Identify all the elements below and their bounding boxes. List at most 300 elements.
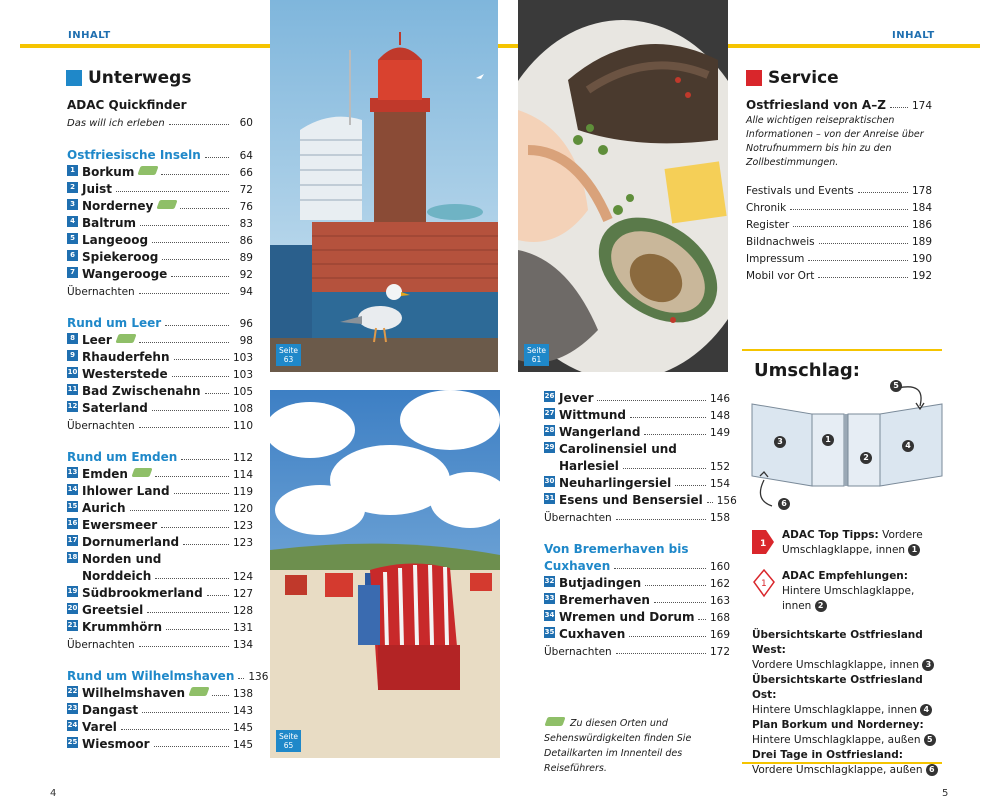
toc-row[interactable] [67, 196, 253, 213]
toc-row[interactable] [67, 617, 253, 634]
toc-row[interactable] [67, 583, 253, 600]
toc-label: Esens und Bensersiel [559, 493, 703, 507]
toc-row[interactable] [544, 405, 730, 422]
toc-label: Westerstede [82, 367, 168, 381]
toc-number-badge: 12 [67, 402, 78, 410]
legend-text: Hintere Umschlagklappe, innen [752, 704, 917, 716]
leader-dots [698, 619, 705, 620]
leader-dots [890, 107, 908, 108]
toc-label: Bad Zwischenahn [82, 384, 201, 398]
leader-dots [147, 612, 229, 613]
toc-row[interactable] [67, 264, 253, 281]
legend-map-row[interactable] [752, 628, 942, 673]
toc-number-badge: 5 [67, 233, 78, 244]
toc-label: Aurich [82, 501, 126, 515]
toc-group-row[interactable] [67, 313, 253, 330]
leader-dots [152, 242, 229, 243]
header-label-right: INHALT [892, 30, 935, 41]
toc-page: 123 [232, 520, 253, 532]
toc-row[interactable] [67, 481, 253, 498]
toc-label: Übernachten [67, 286, 135, 298]
toc-page: 154 [709, 478, 730, 490]
toc-page: 83 [239, 218, 253, 230]
toc-label: Borkum [82, 165, 135, 179]
toc-row-overnight[interactable] [544, 641, 730, 658]
toc-page: 98 [239, 335, 253, 347]
leader-dots [212, 695, 229, 696]
leader-dots [207, 595, 229, 596]
toc-group-row[interactable] [67, 447, 253, 464]
toc-number-badge: 11 [67, 385, 78, 393]
top-tip-badge-icon [752, 528, 776, 560]
toc-page: 192 [911, 270, 932, 282]
photo-page-badge [276, 730, 301, 752]
toc-label: Wremen und Dorum [559, 610, 695, 624]
section-title-unterwegs [66, 68, 191, 88]
service-label: Bildnachweis [746, 236, 815, 248]
toc-page: 149 [709, 427, 730, 439]
legend-num: 4 [920, 704, 932, 716]
toc-page: 103 [232, 369, 253, 381]
toc-row-quickfinder-sub[interactable] [67, 112, 253, 129]
toc-row[interactable] [67, 179, 253, 196]
toc-row[interactable] [67, 600, 253, 617]
page-number-right: 5 [942, 788, 949, 799]
umschlag-rule-bottom [742, 762, 942, 764]
leader-dots [597, 400, 705, 401]
toc-page: 128 [232, 605, 253, 617]
toc-row-overnight[interactable] [67, 415, 253, 432]
toc-page: 123 [232, 537, 253, 549]
diagram-num-1: 1 [822, 434, 834, 446]
toc-label: Emden [82, 467, 128, 481]
legend-map-row[interactable] [752, 718, 942, 748]
service-row[interactable] [746, 197, 932, 214]
toc-label: ADAC Quickfinder [67, 98, 187, 112]
toc-number-badge: 17 [67, 536, 78, 544]
toc-label: Übernachten [544, 512, 612, 524]
toc-row[interactable] [544, 439, 730, 456]
toc-page: 76 [239, 201, 253, 213]
map-note [544, 716, 734, 776]
leader-dots [155, 476, 229, 477]
toc-row[interactable] [67, 364, 253, 381]
service-head-row[interactable] [746, 98, 932, 112]
toc-group-row[interactable] [67, 666, 269, 683]
toc-number-badge: 10 [67, 368, 78, 376]
leader-dots [139, 342, 229, 343]
toc-number-badge: 2 [67, 182, 78, 193]
legend-num: 2 [815, 600, 827, 612]
toc-label: Übernachten [67, 639, 135, 651]
toc-page: 162 [709, 578, 730, 590]
toc-label: Carolinensiel und [559, 442, 677, 456]
toc-page: 96 [239, 318, 253, 330]
toc-row[interactable] [544, 624, 730, 641]
toc-label: Greetsiel [82, 603, 144, 617]
toc-number-badge: 14 [67, 485, 78, 493]
leader-dots [165, 325, 229, 326]
toc-row-overnight[interactable] [67, 634, 253, 651]
toc-number-badge: 30 [544, 477, 555, 485]
toc-group-row-cont[interactable] [544, 556, 730, 573]
service-row[interactable] [746, 231, 932, 248]
toc-page: 105 [232, 386, 253, 398]
toc-label: Bremerhaven [559, 593, 650, 607]
toc-middle [544, 388, 737, 658]
toc-row[interactable] [67, 532, 253, 549]
toc-page: 89 [239, 252, 253, 264]
legend-empfehlungen [782, 569, 942, 614]
legend-bold: ADAC Top Tipps: [782, 529, 879, 541]
toc-number-badge: 3 [67, 199, 78, 210]
service-label: Impressum [746, 253, 805, 265]
toc-page: 108 [232, 403, 253, 415]
service-label: Festivals und Events [746, 185, 854, 197]
service-head-label: Ostfriesland von A–Z [746, 98, 886, 112]
photo-page-badge [276, 344, 301, 366]
leader-dots [174, 359, 229, 360]
toc-row[interactable] [544, 388, 730, 405]
legend-bold: Drei Tage in Ostfriesland: [752, 749, 903, 761]
section-title-text: Service [768, 68, 839, 88]
toc-page: 120 [232, 503, 253, 515]
toc-page: 178 [911, 185, 932, 197]
leader-dots [654, 602, 706, 603]
leader-dots [174, 493, 229, 494]
header-rule-mid [498, 44, 518, 48]
service-row[interactable] [746, 265, 932, 282]
leader-dots [238, 678, 244, 679]
photo-lighthouse [270, 0, 498, 372]
service-label: Chronik [746, 202, 787, 214]
legend-num: 1 [908, 544, 920, 556]
toc-group-label: Rund um Wilhelmshaven [67, 669, 235, 683]
legend-text: Vordere Umschlagklappe, außen [752, 764, 923, 776]
leader-dots [818, 277, 908, 278]
toc-page: 127 [232, 588, 253, 600]
toc-page: 190 [911, 253, 932, 265]
toc-row[interactable] [67, 381, 253, 398]
legend-num: 6 [926, 764, 938, 776]
toc-label: Das will ich erleben [67, 118, 165, 129]
diagram-num-6: 6 [778, 498, 790, 510]
toc-label: Dangast [82, 703, 139, 717]
toc-row-cont[interactable] [544, 456, 730, 473]
toc-row[interactable] [544, 473, 730, 490]
service-list [746, 98, 932, 282]
toc-row[interactable] [544, 590, 730, 607]
toc-group-label: Ostfriesische Inseln [67, 148, 201, 162]
toc-row[interactable] [67, 464, 253, 481]
toc-label: Dornumerland [82, 535, 180, 549]
leader-dots [166, 629, 229, 630]
service-row[interactable] [746, 180, 932, 197]
toc-number-badge: 34 [544, 611, 555, 619]
leader-dots [616, 519, 706, 520]
leader-dots [140, 225, 229, 226]
toc-row[interactable] [67, 734, 253, 751]
toc-page: 172 [709, 646, 730, 658]
toc-group-label: Rund um Emden [67, 450, 178, 464]
toc-number-badge: 19 [67, 587, 78, 595]
toc-page: 156 [716, 495, 737, 507]
legend-bold: ADAC Empfehlungen: [782, 570, 908, 582]
header-rule-right [728, 44, 980, 48]
toc-row[interactable] [67, 717, 253, 734]
leader-dots [180, 208, 229, 209]
leader-dots [181, 459, 229, 460]
leader-dots [645, 585, 706, 586]
leader-dots [707, 502, 713, 503]
toc-number-badge: 26 [544, 392, 555, 400]
toc-row[interactable] [67, 247, 253, 264]
toc-number-badge: 7 [67, 267, 78, 278]
service-label: Register [746, 219, 790, 231]
legend-text: Hintere Umschlagklappe, innen [782, 585, 915, 612]
leader-dots [614, 568, 706, 569]
toc-page: 160 [709, 561, 730, 573]
toc-label: Ihlower Land [82, 484, 170, 498]
toc-number-badge: 21 [67, 621, 78, 629]
toc-label: Leer [82, 333, 112, 347]
toc-number-badge: 15 [67, 502, 78, 510]
service-label: Mobil vor Ort [746, 270, 815, 282]
map-tip-icon [131, 468, 152, 477]
leader-dots [819, 243, 908, 244]
legend-text: Hintere Umschlagklappe, außen [752, 734, 921, 746]
toc-row[interactable] [67, 213, 253, 230]
leader-dots [793, 226, 908, 227]
leader-dots [161, 174, 229, 175]
toc-row[interactable] [67, 515, 253, 532]
diagram-num-2: 2 [860, 452, 872, 464]
cover-diagram [748, 376, 944, 516]
toc-page: 152 [709, 461, 730, 473]
leader-dots [858, 192, 908, 193]
toc-row[interactable] [544, 573, 730, 590]
toc-label: Harlesiel [559, 459, 619, 473]
leader-dots [629, 636, 706, 637]
map-tip-icon [138, 166, 159, 175]
toc-page: 174 [911, 100, 932, 112]
legend-maps [752, 628, 942, 778]
toc-number-badge: 9 [67, 350, 78, 361]
toc-label: Langeoog [82, 233, 149, 247]
leader-dots [154, 746, 229, 747]
leader-dots [675, 485, 706, 486]
toc-left [67, 95, 269, 751]
toc-page: 143 [232, 705, 253, 717]
toc-row[interactable] [544, 607, 730, 624]
page-number-left: 4 [50, 788, 57, 799]
leader-dots [161, 527, 229, 528]
toc-number-badge: 24 [67, 721, 78, 729]
legend-bold: Plan Borkum und Norderney: [752, 719, 924, 731]
leader-dots [630, 417, 706, 418]
leader-dots [808, 260, 908, 261]
toc-page: 112 [232, 452, 253, 464]
toc-label: Jever [559, 391, 594, 405]
section-square-icon [66, 70, 82, 86]
service-description: Alle wichtigen reisepraktischen Informationen – von der Anreise über Notrufnummern bis hin zu den Zollbestimmungen. [746, 115, 924, 168]
svg-text:1: 1 [760, 539, 767, 549]
toc-page: 134 [232, 639, 253, 651]
toc-page: 163 [709, 595, 730, 607]
toc-label: Saterland [82, 401, 148, 415]
toc-label: Cuxhaven [559, 627, 626, 641]
toc-page: 169 [709, 629, 730, 641]
toc-number-badge: 1 [67, 165, 78, 176]
toc-page: 148 [709, 410, 730, 422]
toc-number-badge: 35 [544, 628, 555, 636]
toc-group-label: Von Bremerhaven bis [544, 542, 689, 556]
toc-label: Wangerooge [82, 267, 168, 281]
toc-row[interactable] [67, 347, 253, 364]
toc-number-badge: 33 [544, 594, 555, 602]
toc-row-cont[interactable] [67, 566, 253, 583]
photo-beach [270, 390, 500, 758]
toc-page: 64 [239, 150, 253, 162]
toc-row-overnight[interactable] [67, 281, 253, 298]
map-note-text: Zu diesen Orten und Sehenswürdigkeiten finden Sie Detailkarten im Innenteil des Reiseführers. [544, 718, 692, 774]
legend-bold: Übersichtskarte Ostfriesland West: [752, 629, 923, 656]
leader-dots [142, 712, 229, 713]
toc-label: Übernachten [544, 646, 612, 658]
toc-page: 158 [709, 512, 730, 524]
legend-text: Vordere Umschlagklappe, innen [752, 659, 920, 671]
toc-row[interactable] [67, 330, 253, 347]
toc-number-badge: 4 [67, 216, 78, 227]
leader-dots [171, 276, 229, 277]
toc-label: Neuharlingersiel [559, 476, 672, 490]
legend-bold: Übersichtskarte Ostfriesland Ost: [752, 674, 923, 701]
toc-label: Wiesmoor [82, 737, 150, 751]
toc-row[interactable] [67, 683, 253, 700]
toc-page: 94 [239, 286, 253, 298]
recommendation-badge-icon [752, 568, 776, 602]
toc-row[interactable] [67, 398, 253, 415]
toc-group-row[interactable] [67, 145, 253, 162]
badge-text: Seite 61 [527, 346, 547, 364]
leader-dots [172, 376, 229, 377]
toc-number-badge: 8 [67, 333, 78, 344]
service-row[interactable] [746, 214, 932, 231]
toc-number-badge: 25 [67, 738, 78, 746]
toc-number-badge: 16 [67, 519, 78, 527]
toc-label: Butjadingen [559, 576, 642, 590]
toc-page: 136 [248, 671, 269, 683]
leader-dots [130, 510, 229, 511]
map-tip-icon [544, 717, 565, 726]
toc-row[interactable] [67, 549, 253, 566]
toc-number-badge: 31 [544, 494, 555, 502]
leader-dots [616, 653, 706, 654]
badge-text: Seite 63 [279, 346, 299, 364]
leader-dots [205, 157, 229, 158]
toc-row[interactable] [67, 700, 253, 717]
toc-label: Norderney [82, 199, 154, 213]
leader-dots [205, 393, 229, 394]
toc-page: 131 [232, 622, 253, 634]
toc-number-badge: 13 [67, 468, 78, 476]
toc-page: 92 [239, 269, 253, 281]
map-tip-icon [157, 200, 178, 209]
toc-group-row[interactable] [544, 539, 730, 556]
header-label-left: INHALT [68, 30, 111, 41]
toc-page: 114 [232, 469, 253, 481]
umschlag-rule-top [742, 349, 942, 351]
toc-page: 189 [911, 236, 932, 248]
toc-page: 124 [232, 571, 253, 583]
toc-row[interactable] [544, 422, 730, 439]
toc-page: 145 [232, 722, 253, 734]
photo-page-badge [524, 344, 549, 366]
toc-page: 145 [232, 739, 253, 751]
toc-page: 66 [239, 167, 253, 179]
toc-label: Wittmund [559, 408, 627, 422]
service-row[interactable] [746, 248, 932, 265]
section-title-text: Unterwegs [88, 68, 192, 88]
toc-label: Ewersmeer [82, 518, 158, 532]
toc-number-badge: 23 [67, 704, 78, 712]
toc-row[interactable] [67, 230, 253, 247]
toc-page: 184 [911, 202, 932, 214]
toc-page: 110 [232, 420, 253, 432]
map-tip-icon [115, 334, 136, 343]
section-title-service [746, 68, 839, 88]
leader-dots [790, 209, 908, 210]
toc-row[interactable] [544, 490, 737, 507]
diagram-num-4: 4 [902, 440, 914, 452]
toc-number-badge: 28 [544, 426, 555, 434]
toc-row-overnight[interactable] [544, 507, 730, 524]
toc-label: Wangerland [559, 425, 641, 439]
diagram-num-5: 5 [890, 380, 902, 392]
legend-map-row[interactable] [752, 673, 942, 718]
toc-number-badge: 18 [67, 553, 78, 561]
toc-page: 186 [911, 219, 932, 231]
toc-number-badge: 32 [544, 577, 555, 585]
toc-label: Norden und [82, 552, 162, 566]
legend-num: 3 [922, 659, 934, 671]
toc-number-badge: 22 [67, 687, 78, 695]
section-square-icon [746, 70, 762, 86]
umschlag-title: Umschlag: [754, 360, 860, 381]
map-tip-icon [188, 687, 209, 696]
toc-number-badge: 20 [67, 604, 78, 612]
toc-label: Norddeich [82, 569, 152, 583]
toc-group-label: Rund um Leer [67, 316, 162, 330]
toc-page: 86 [239, 235, 253, 247]
toc-label: Rhauderfehn [82, 350, 170, 364]
toc-page: 72 [239, 184, 253, 196]
toc-page: 146 [709, 393, 730, 405]
toc-page: 60 [239, 117, 253, 129]
toc-label: Juist [82, 182, 112, 196]
toc-page: 168 [709, 612, 730, 624]
leader-dots [183, 544, 229, 545]
toc-row[interactable] [67, 162, 253, 179]
legend-num: 5 [924, 734, 936, 746]
badge-text: Seite 65 [279, 732, 299, 750]
toc-page: 138 [232, 688, 253, 700]
svg-text:1: 1 [761, 579, 767, 589]
toc-row[interactable] [67, 498, 253, 515]
toc-label: Baltrum [82, 216, 137, 230]
toc-page: 103 [232, 352, 253, 364]
toc-row-quickfinder[interactable] [67, 95, 253, 112]
